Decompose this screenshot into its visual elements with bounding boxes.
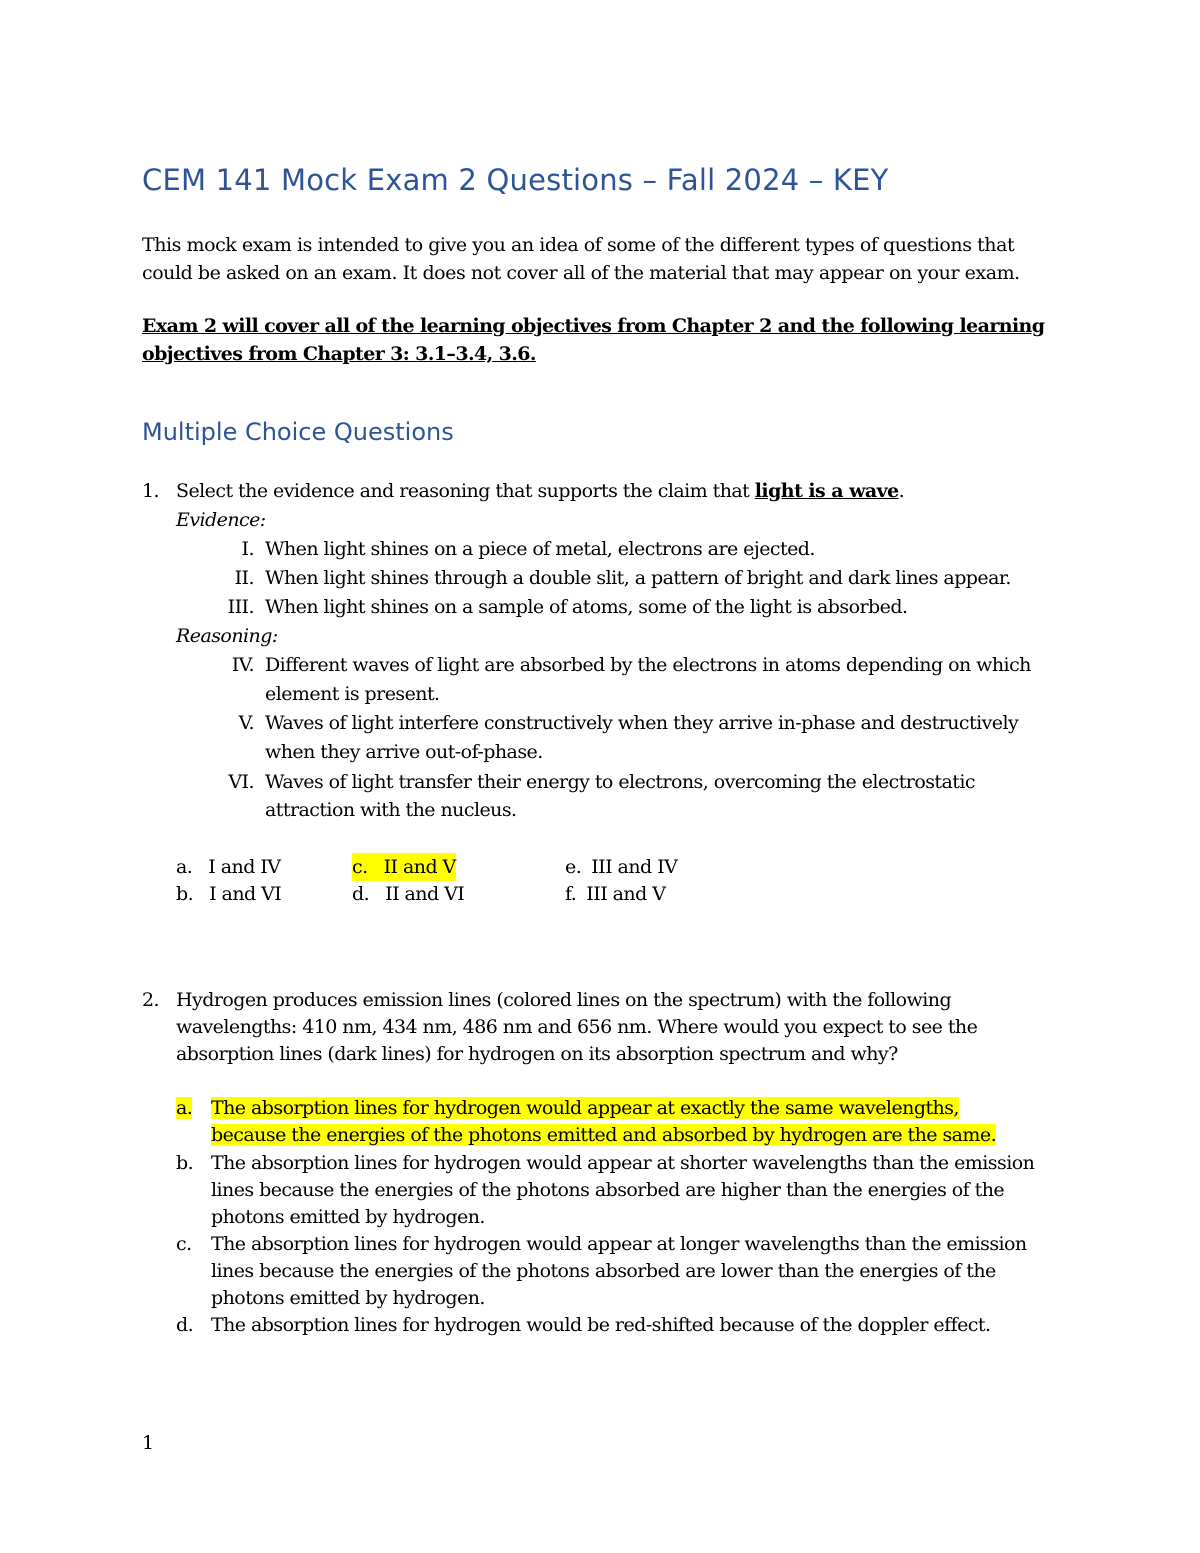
q1-evidence-numeral: I. [241, 538, 254, 560]
q1-evidence-numeral: II. [234, 567, 254, 589]
q2-option-b-text: photons emitted by hydrogen. [211, 1206, 485, 1228]
q1-evidence-text: When light shines through a double slit, a pattern of bright and dark lines appear. [265, 567, 1011, 589]
option-text: I and IV [208, 856, 281, 878]
q2-option-b-letter: b. [176, 1152, 194, 1174]
q2-stem-line: Hydrogen produces emission lines (colored lines on the spectrum) with the following [176, 989, 952, 1011]
q2-option-a-correct [211, 1121, 996, 1149]
option-letter: a. [176, 856, 193, 878]
q1-option-f [565, 880, 665, 908]
q1-reasoning-text: when they arrive out-of-phase. [265, 741, 543, 763]
q1-stem [176, 477, 904, 505]
q1-evidence-label: Evidence: [176, 509, 266, 531]
option-text: II and V [383, 856, 456, 878]
exam-coverage-note: Exam 2 will cover all of the learning objectives from Chapter 2 and the following learning objectives from Chapter 3: 3.1–3.4, 3.6. [142, 315, 1045, 365]
q1-reasoning-text: Waves of light interfere constructively when they arrive in-phase and destructively [265, 712, 1019, 734]
option-letter: b. [176, 883, 194, 905]
q1-reasoning-text: element is present. [265, 683, 440, 705]
q2-option-a-letter [176, 1094, 192, 1122]
q1-reasoning-text: Different waves of light are absorbed by the electrons in atoms depending on which [265, 654, 1031, 676]
q2-option-c-letter: c. [176, 1233, 192, 1255]
page-title: CEM 141 Mock Exam 2 Questions – Fall 2024 – KEY [142, 163, 889, 197]
q2-stem-line: wavelengths: 410 nm, 434 nm, 486 nm and 656 nm. Where would you expect to see the [176, 1016, 978, 1038]
q1-reasoning-text: attraction with the nucleus. [265, 799, 517, 821]
q2-option-a-correct [211, 1094, 959, 1122]
q1-option-e [565, 853, 677, 881]
q1-evidence-text: When light shines on a piece of metal, electrons are ejected. [265, 538, 815, 560]
q1-number: 1. [142, 480, 160, 502]
option-letter: d. [352, 883, 370, 905]
option-text-line: because the energies of the photons emitted and absorbed by hydrogen are the same. [211, 1124, 997, 1146]
option-letter: a. [176, 1097, 193, 1119]
option-text: III and IV [591, 856, 678, 878]
q2-option-d-letter: d. [176, 1314, 194, 1336]
option-text: I and VI [209, 883, 282, 905]
q1-evidence-text: When light shines on a sample of atoms, some of the light is absorbed. [265, 596, 908, 618]
q1-reasoning-text: Waves of light transfer their energy to electrons, overcoming the electrostatic [265, 771, 975, 793]
q2-option-b-text: lines because the energies of the photons absorbed are higher than the energies of the [211, 1179, 1005, 1201]
option-text: III and V [586, 883, 666, 905]
q1-stem-after: . [898, 480, 905, 502]
q1-option-c-correct [352, 853, 456, 881]
q1-reasoning-numeral: VI. [228, 771, 254, 793]
q1-evidence-numeral: III. [227, 596, 254, 618]
q1-reasoning-numeral: IV. [231, 654, 254, 676]
q2-option-d-text: The absorption lines for hydrogen would be red-shifted because of the doppler effect. [211, 1314, 991, 1336]
q1-reasoning-numeral: V. [238, 712, 254, 734]
intro-paragraph: This mock exam is intended to give you an idea of some of the different types of questions that could be asked on an exam. It does not cover all of the material that may appear on your exam. [142, 234, 1020, 284]
q2-option-c-text: photons emitted by hydrogen. [211, 1287, 485, 1309]
q1-option-b [176, 880, 281, 908]
option-text: II and VI [385, 883, 465, 905]
q1-reasoning-label: Reasoning: [176, 625, 278, 647]
option-text-line: The absorption lines for hydrogen would appear at exactly the same wavelengths, [211, 1097, 959, 1119]
q2-option-c-text: The absorption lines for hydrogen would appear at longer wavelengths than the emission [211, 1233, 1027, 1255]
page-number: 1 [142, 1432, 155, 1454]
q1-stem-emphasis: light is a wave [754, 480, 899, 502]
q2-option-b-text: The absorption lines for hydrogen would appear at shorter wavelengths than the emission [211, 1152, 1035, 1174]
q2-stem-line: absorption lines (dark lines) for hydrogen on its absorption spectrum and why? [176, 1043, 898, 1065]
q2-number: 2. [142, 989, 160, 1011]
section-heading: Multiple Choice Questions [142, 418, 454, 446]
option-letter: c. [352, 856, 368, 878]
option-letter: e. [565, 856, 582, 878]
q1-option-a [176, 853, 280, 881]
q2-option-c-text: lines because the energies of the photons absorbed are lower than the energies of the [211, 1260, 996, 1282]
q1-stem-before: Select the evidence and reasoning that supports the claim that [176, 480, 755, 502]
option-letter: f. [565, 883, 577, 905]
q1-option-d [352, 880, 464, 908]
